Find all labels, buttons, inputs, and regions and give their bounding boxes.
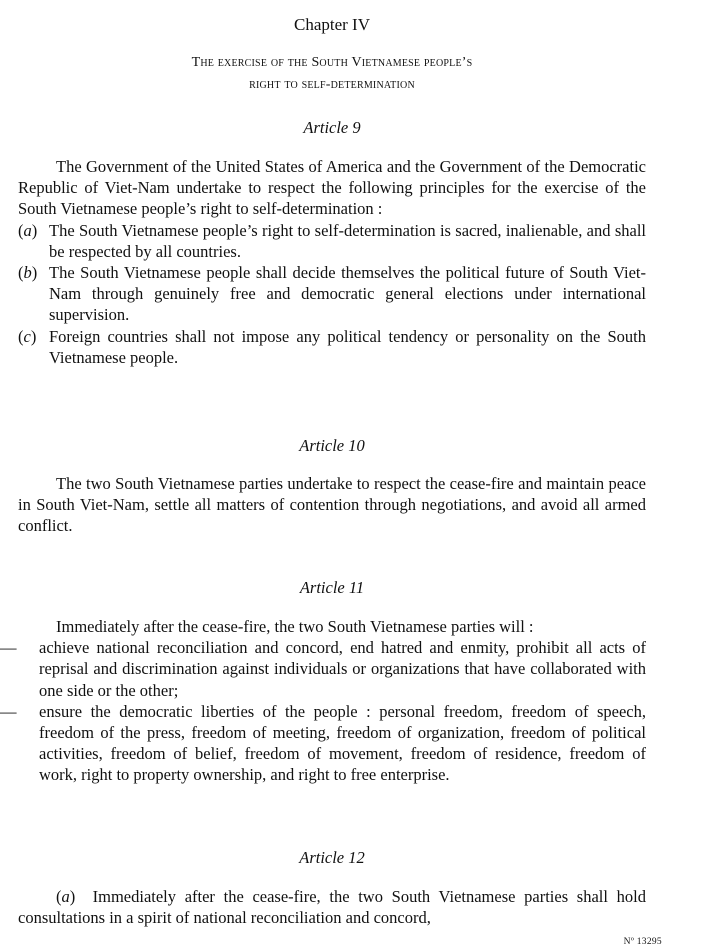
- chapter-subtitle-line1: The exercise of the South Vietnamese people’s: [191, 55, 473, 70]
- article-12-heading: Article 12: [299, 848, 365, 867]
- item-text: Foreign countries shall not impose any political tendency or personality on the South Vietnamese people.: [49, 326, 646, 367]
- article-11-heading: Article 11: [299, 578, 365, 597]
- article-11-body: [0, 616, 646, 786]
- item-text: achieve national reconciliation and concord, end hatred and enmity, prohibit all acts of reprisal and discrimination against individuals or organizations that have collaborated with one side or the other;: [39, 638, 646, 700]
- article-11-item-1: [0, 637, 646, 701]
- article-9-item-a: [18, 220, 646, 262]
- article-9-item-b: [18, 262, 646, 326]
- item-marker: —: [0, 701, 17, 721]
- article-12-text: (a) Immediately after the cease-fire, the two South Vietnamese parties shall hold consultations in a spirit of national reconciliation and concord,: [18, 887, 646, 928]
- article-10-heading: Article 10: [299, 436, 365, 455]
- article-10-text: The two South Vietnamese parties undertake to respect the cease-fire and maintain peace in South Viet-Nam, settle all matters of contention through negotiations, and avoid all armed conflict.: [18, 474, 646, 536]
- article-11-item-2: [0, 701, 646, 786]
- item-text: ensure the democratic liberties of the people : personal freedom, freedom of speech, freedom of the press, freedom of meeting, freedom of organization, freedom of political activities, freedom of belief, freedom of movement, freedom of residence, freedom of work, right to property ownership, and right to free enterprise.: [39, 701, 646, 785]
- item-text: The South Vietnamese people’s right to self-determination is sacred, inalienable, and shall be respected by all countries.: [49, 220, 646, 261]
- article-10-body: [18, 473, 646, 537]
- chapter-subtitle-line2: right to self-determination: [249, 77, 415, 92]
- article-9-intro: The Government of the United States of America and the Government of the Democratic Republic of Viet-Nam undertake to respect the following principles for the exercise of the South Vietnamese people’s right to self-determination :: [18, 157, 646, 219]
- document-number: Nº 13295: [623, 937, 662, 947]
- item-text: Immediately after the cease-fire, the two South Vietnamese parties shall hold consultations in a spirit of national reconciliation and concord,: [18, 887, 646, 928]
- item-marker: a: [61, 887, 70, 906]
- chapter-title: Chapter IV: [293, 15, 370, 34]
- item-marker: (a): [18, 220, 38, 240]
- article-12-body: [18, 886, 646, 928]
- article-9-item-c: [18, 326, 646, 368]
- article-9-heading: Article 9: [303, 118, 361, 137]
- article-11-intro: Immediately after the cease-fire, the two South Vietnamese parties will :: [56, 617, 534, 636]
- item-text: The South Vietnamese people shall decide themselves the political future of South Viet-Nam through genuinely free and democratic general elections under international supervision.: [49, 263, 646, 325]
- article-9-body: [18, 156, 646, 368]
- item-marker: (b): [18, 263, 38, 283]
- item-marker: (c): [18, 326, 37, 346]
- item-marker: —: [0, 638, 17, 658]
